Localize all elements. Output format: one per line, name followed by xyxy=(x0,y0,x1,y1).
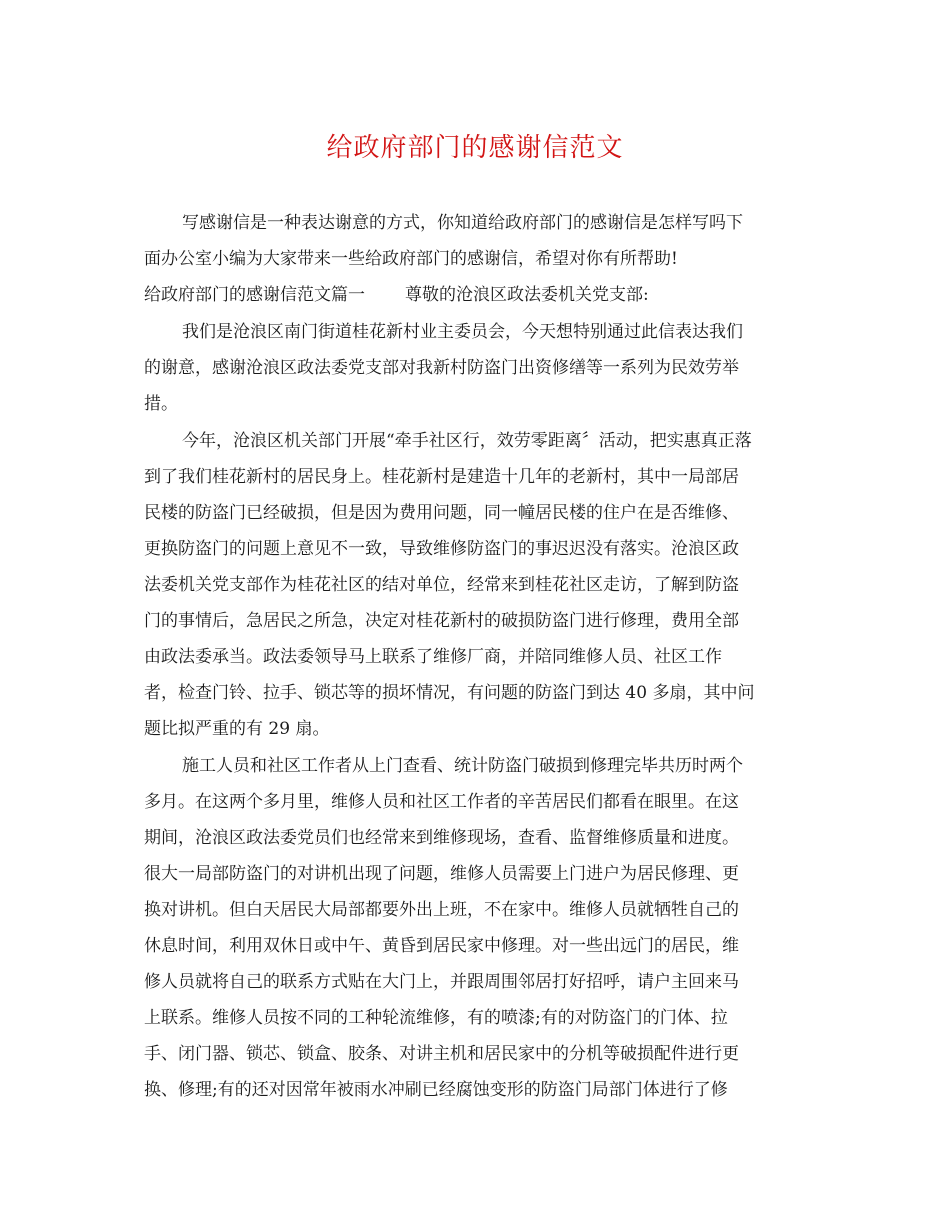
paragraph-line: 多月。在这两个多月里，维修人员和社区工作者的辛苦居民们都看在眼里。在这 xyxy=(144,792,739,812)
paragraph-line: 由政法委承当。政法委领导马上联系了维修厂商，并陪同维修人员、社区工作 xyxy=(144,647,722,667)
salutation: 尊敬的沧浪区政法委机关党支部: xyxy=(405,285,649,305)
paragraph-line: 今年，沧浪区机关部门开展“牵手社区行，效劳零距离〞活动，把实惠真正落 xyxy=(182,431,752,451)
paragraph-line: 门的事情后，急居民之所急，决定对桂花新村的破损防盗门进行修理，费用全部 xyxy=(144,611,739,631)
paragraph-line: 施工人员和社区工作者从上门查看、统计防盗门破损到修理完毕共历时两个 xyxy=(182,756,743,776)
paragraph-line: 手、闭门器、锁芯、锁盒、胶条、对讲主机和居民家中的分机等破损配件进行更 xyxy=(144,1044,739,1064)
paragraph-line: 的谢意，感谢沧浪区政法委党支部对我新村防盗门出资修缮等一系列为民效劳举 xyxy=(144,358,739,378)
paragraph-line: 换对讲机。但白天居民大局部都要外出上班，不在家中。维修人员就牺牲自己的 xyxy=(144,900,739,920)
document-title: 给政府部门的感谢信范文 xyxy=(326,133,624,163)
paragraph-line: 上联系。维修人员按不同的工种轮流维修，有的喷漆;有的对防盗门的门体、拉 xyxy=(144,1008,728,1028)
paragraph-line: 很大一局部防盗门的对讲机出现了问题，维修人员需要上门进户为居民修理、更 xyxy=(144,864,739,884)
paragraph-line: 我们是沧浪区南门街道桂花新村业主委员会，今天想特别通过此信表达我们 xyxy=(182,322,743,342)
section-heading: 给政府部门的感谢信范文篇一 xyxy=(144,285,365,305)
paragraph-line: 面办公室小编为大家带来一些给政府部门的感谢信，希望对你有所帮助! xyxy=(144,249,678,269)
paragraph-line: 修人员就将自己的联系方式贴在大门上，并跟周围邻居打好招呼，请户主回来马 xyxy=(144,972,739,992)
paragraph-line: 者，检查门铃、拉手、锁芯等的损坏情况，有问题的防盗门到达 40 多扇，其中问 xyxy=(144,683,755,703)
paragraph-line: 换、修理;有的还对因常年被雨水冲刷已经腐蚀变形的防盗门局部门体进行了修 xyxy=(144,1080,728,1100)
paragraph-line: 期间，沧浪区政法委党员们也经常来到维修现场，查看、监督维修质量和进度。 xyxy=(144,828,739,848)
paragraph-line: 法委机关党支部作为桂花社区的结对单位，经常来到桂花社区走访，了解到防盗 xyxy=(144,575,739,595)
paragraph-line: 措。 xyxy=(144,394,178,414)
paragraph-line: 到了我们桂花新村的居民身上。桂花新村是建造十几年的老新村，其中一局部居 xyxy=(144,467,739,487)
paragraph-line: 民楼的防盗门已经破损，但是因为费用问题，同一幢居民楼的住户在是否维修、 xyxy=(144,503,739,523)
paragraph-line: 休息时间，利用双休日或中午、黄昏到居民家中修理。对一些出远门的居民，维 xyxy=(144,936,739,956)
paragraph-line: 题比拟严重的有 29 扇。 xyxy=(144,719,330,739)
document-body xyxy=(144,205,804,1108)
heading-line xyxy=(144,277,804,313)
paragraph-line: 写感谢信是一种表达谢意的方式，你知道给政府部门的感谢信是怎样写吗下 xyxy=(182,213,743,233)
paragraph-line: 更换防盗门的问题上意见不一致，导致维修防盗门的事迟迟没有落实。沧浪区政 xyxy=(144,539,739,559)
